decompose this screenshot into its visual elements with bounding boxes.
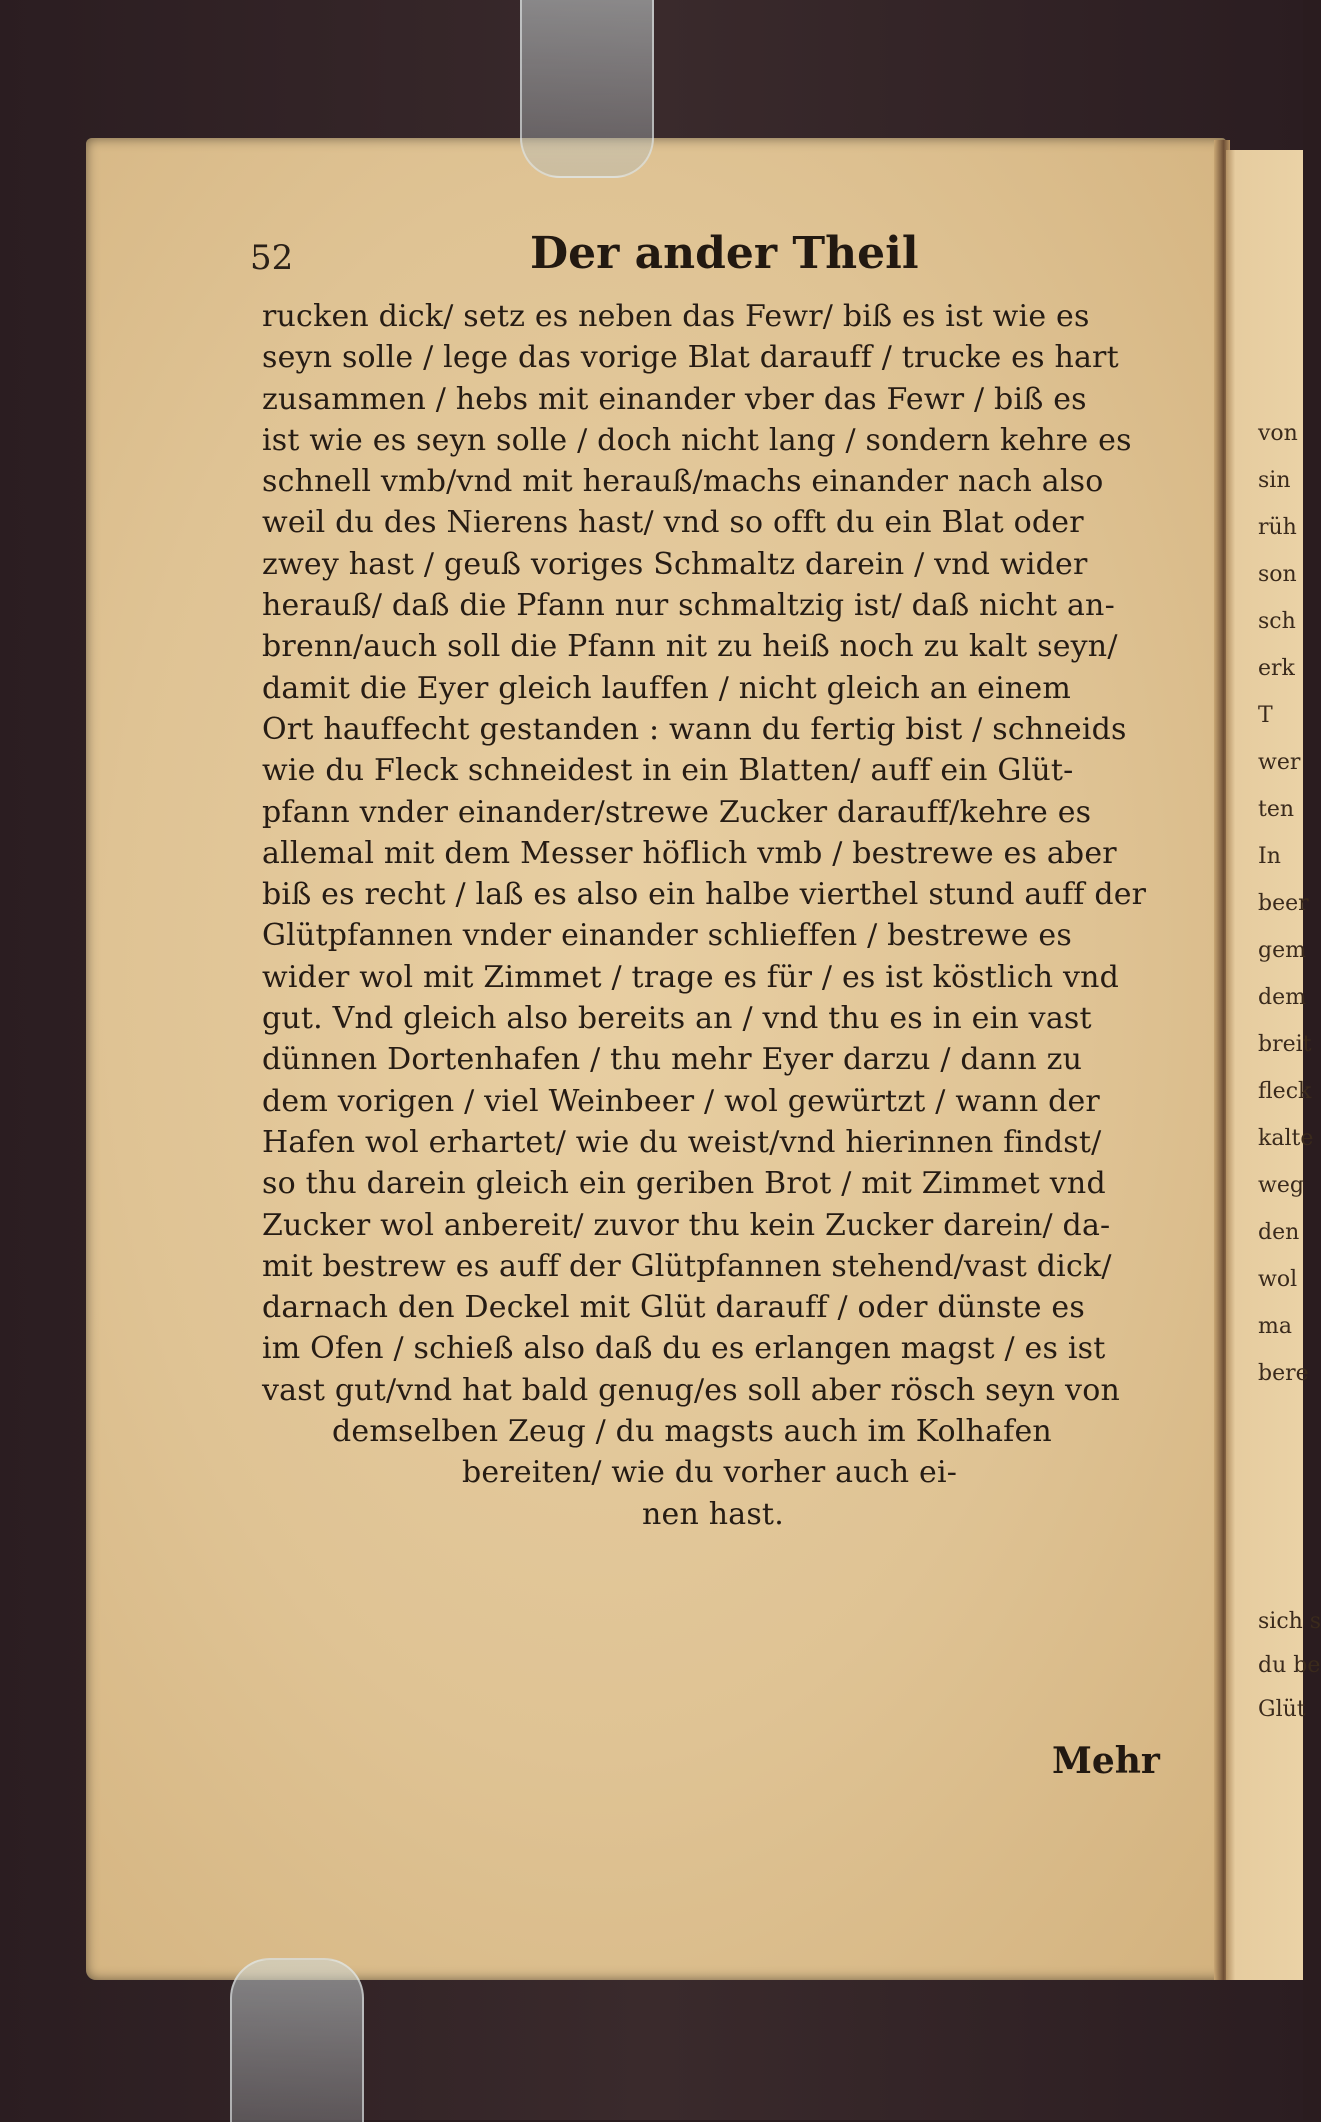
text-line: rucken dick/ setz es neben das Fewr/ biß es ist wie es: [262, 299, 1090, 334]
text-line: weil du des Nierens hast/ vnd so offt du ein Blat oder: [262, 505, 1084, 541]
facing-text-fragment: gem: [1258, 938, 1306, 963]
facing-text-fragment: beer: [1258, 891, 1309, 916]
text-line: Ort hauffecht gestanden : wann du fertig bist / schneids: [262, 711, 1127, 747]
facing-text-fragment: wer: [1258, 750, 1301, 775]
running-title: Der ander Theil: [530, 228, 919, 279]
text-line: allemal mit dem Messer höflich vmb / bestrewe es aber: [262, 835, 1117, 871]
text-line: vast gut/vnd hat bald genug/es soll aber rösch seyn von: [262, 1372, 1120, 1408]
facing-text-fragment: son: [1258, 562, 1297, 587]
facing-text-fragment: fleck: [1258, 1079, 1312, 1104]
facing-text-fragment: weg: [1258, 1173, 1304, 1198]
page-number: 52: [250, 238, 294, 278]
text-line: schnell vmb/vnd mit herauß/machs einander nach also: [262, 464, 1104, 500]
facing-text-fragment: T: [1258, 703, 1273, 728]
facing-text-fragment: von: [1258, 421, 1298, 446]
text-line: wie du Fleck schneidest in ein Blatten/ auff ein Glüt-: [262, 753, 1074, 789]
text-line: pfann vnder einander/strewe Zucker darauff/kehre es: [262, 794, 1092, 830]
facing-text-fragment: bere: [1258, 1361, 1309, 1386]
facing-text-fragment: den: [1258, 1220, 1300, 1245]
text-line: dem vorigen / viel Weinbeer / wol gewürtzt / wann der: [262, 1083, 1100, 1119]
facing-text-fragment: sch: [1258, 609, 1296, 634]
text-line: brenn/auch soll die Pfann nit zu heiß noch zu kalt seyn/: [262, 629, 1118, 665]
text-line: seyn solle / lege das vorige Blat darauff / trucke es hart: [262, 340, 1119, 376]
catchword: Mehr: [1052, 1740, 1160, 1782]
facing-text-fragment: breit: [1258, 1032, 1312, 1057]
facing-text-fragment: du be: [1258, 1653, 1321, 1678]
text-line: Hafen wol erhartet/ wie du weist/vnd hierinnen findst/: [262, 1124, 1102, 1160]
facing-text-fragment: wol: [1258, 1267, 1298, 1292]
facing-text-fragment: sin: [1258, 468, 1291, 493]
text-line: Zucker wol anbereit/ zuvor thu kein Zucker darein/ da-: [262, 1207, 1111, 1243]
body-text: [262, 296, 1162, 1535]
page-header: [250, 228, 1150, 288]
facing-text-fragment: ten: [1258, 797, 1295, 822]
text-line: im Ofen / schieß also daß du es erlangen magst / es ist: [262, 1331, 1106, 1367]
text-line: zwey hast / geuß voriges Schmaltz darein / vnd wider: [262, 546, 1088, 582]
text-line: dünnen Dortenhafen / thu mehr Eyer darzu / dann zu: [262, 1042, 1083, 1078]
facing-text-fragment: ma: [1258, 1314, 1292, 1339]
text-line: zusammen / hebs mit einander vber das Fewr / biß es: [262, 381, 1087, 417]
text-line: darnach den Deckel mit Glüt darauff / oder dünste es: [262, 1290, 1085, 1326]
facing-text-fragment: In: [1258, 844, 1281, 869]
text-line: gut. Vnd gleich also bereits an / vnd thu es in ein vast: [262, 1001, 1092, 1037]
facing-page-text-bottom: [1258, 1600, 1321, 1732]
page-clip-top: [520, 0, 654, 178]
text-line: wider wol mit Zimmet / trage es für / es ist köstlich vnd: [262, 959, 1120, 995]
facing-text-fragment: rüh: [1258, 515, 1297, 540]
facing-text-fragment: kalte: [1258, 1126, 1314, 1151]
text-line: mit bestrew es auff der Glütpfannen stehend/vast dick/: [262, 1248, 1112, 1284]
facing-page-text: [1258, 410, 1314, 1397]
text-line: bereiten/ wie du vorher auch ei-: [462, 1455, 958, 1491]
page-clip-bottom: [230, 1958, 364, 2122]
text-line: damit die Eyer gleich lauffen / nicht gleich an einem: [262, 670, 1072, 706]
facing-text-fragment: Glüt: [1258, 1697, 1306, 1722]
text-line: ist wie es seyn solle / doch nicht lang / sondern kehre es: [262, 422, 1132, 458]
facing-text-fragment: erk: [1258, 656, 1295, 681]
text-line: herauß/ daß die Pfann nur schmaltzig ist/ daß nicht an-: [262, 588, 1115, 624]
text-line: nen hast.: [642, 1496, 784, 1532]
text-line: Glütpfannen vnder einander schlieffen / bestrewe es: [262, 918, 1072, 954]
text-line: biß es recht / laß es also ein halbe vierthel stund auff der: [262, 877, 1147, 913]
facing-text-fragment: sich s: [1258, 1609, 1321, 1634]
text-line: demselben Zeug / du magsts auch im Kolhafen: [332, 1414, 1052, 1450]
text-line: so thu darein gleich ein geriben Brot / mit Zimmet vnd: [262, 1166, 1106, 1202]
facing-text-fragment: dem: [1258, 985, 1306, 1010]
